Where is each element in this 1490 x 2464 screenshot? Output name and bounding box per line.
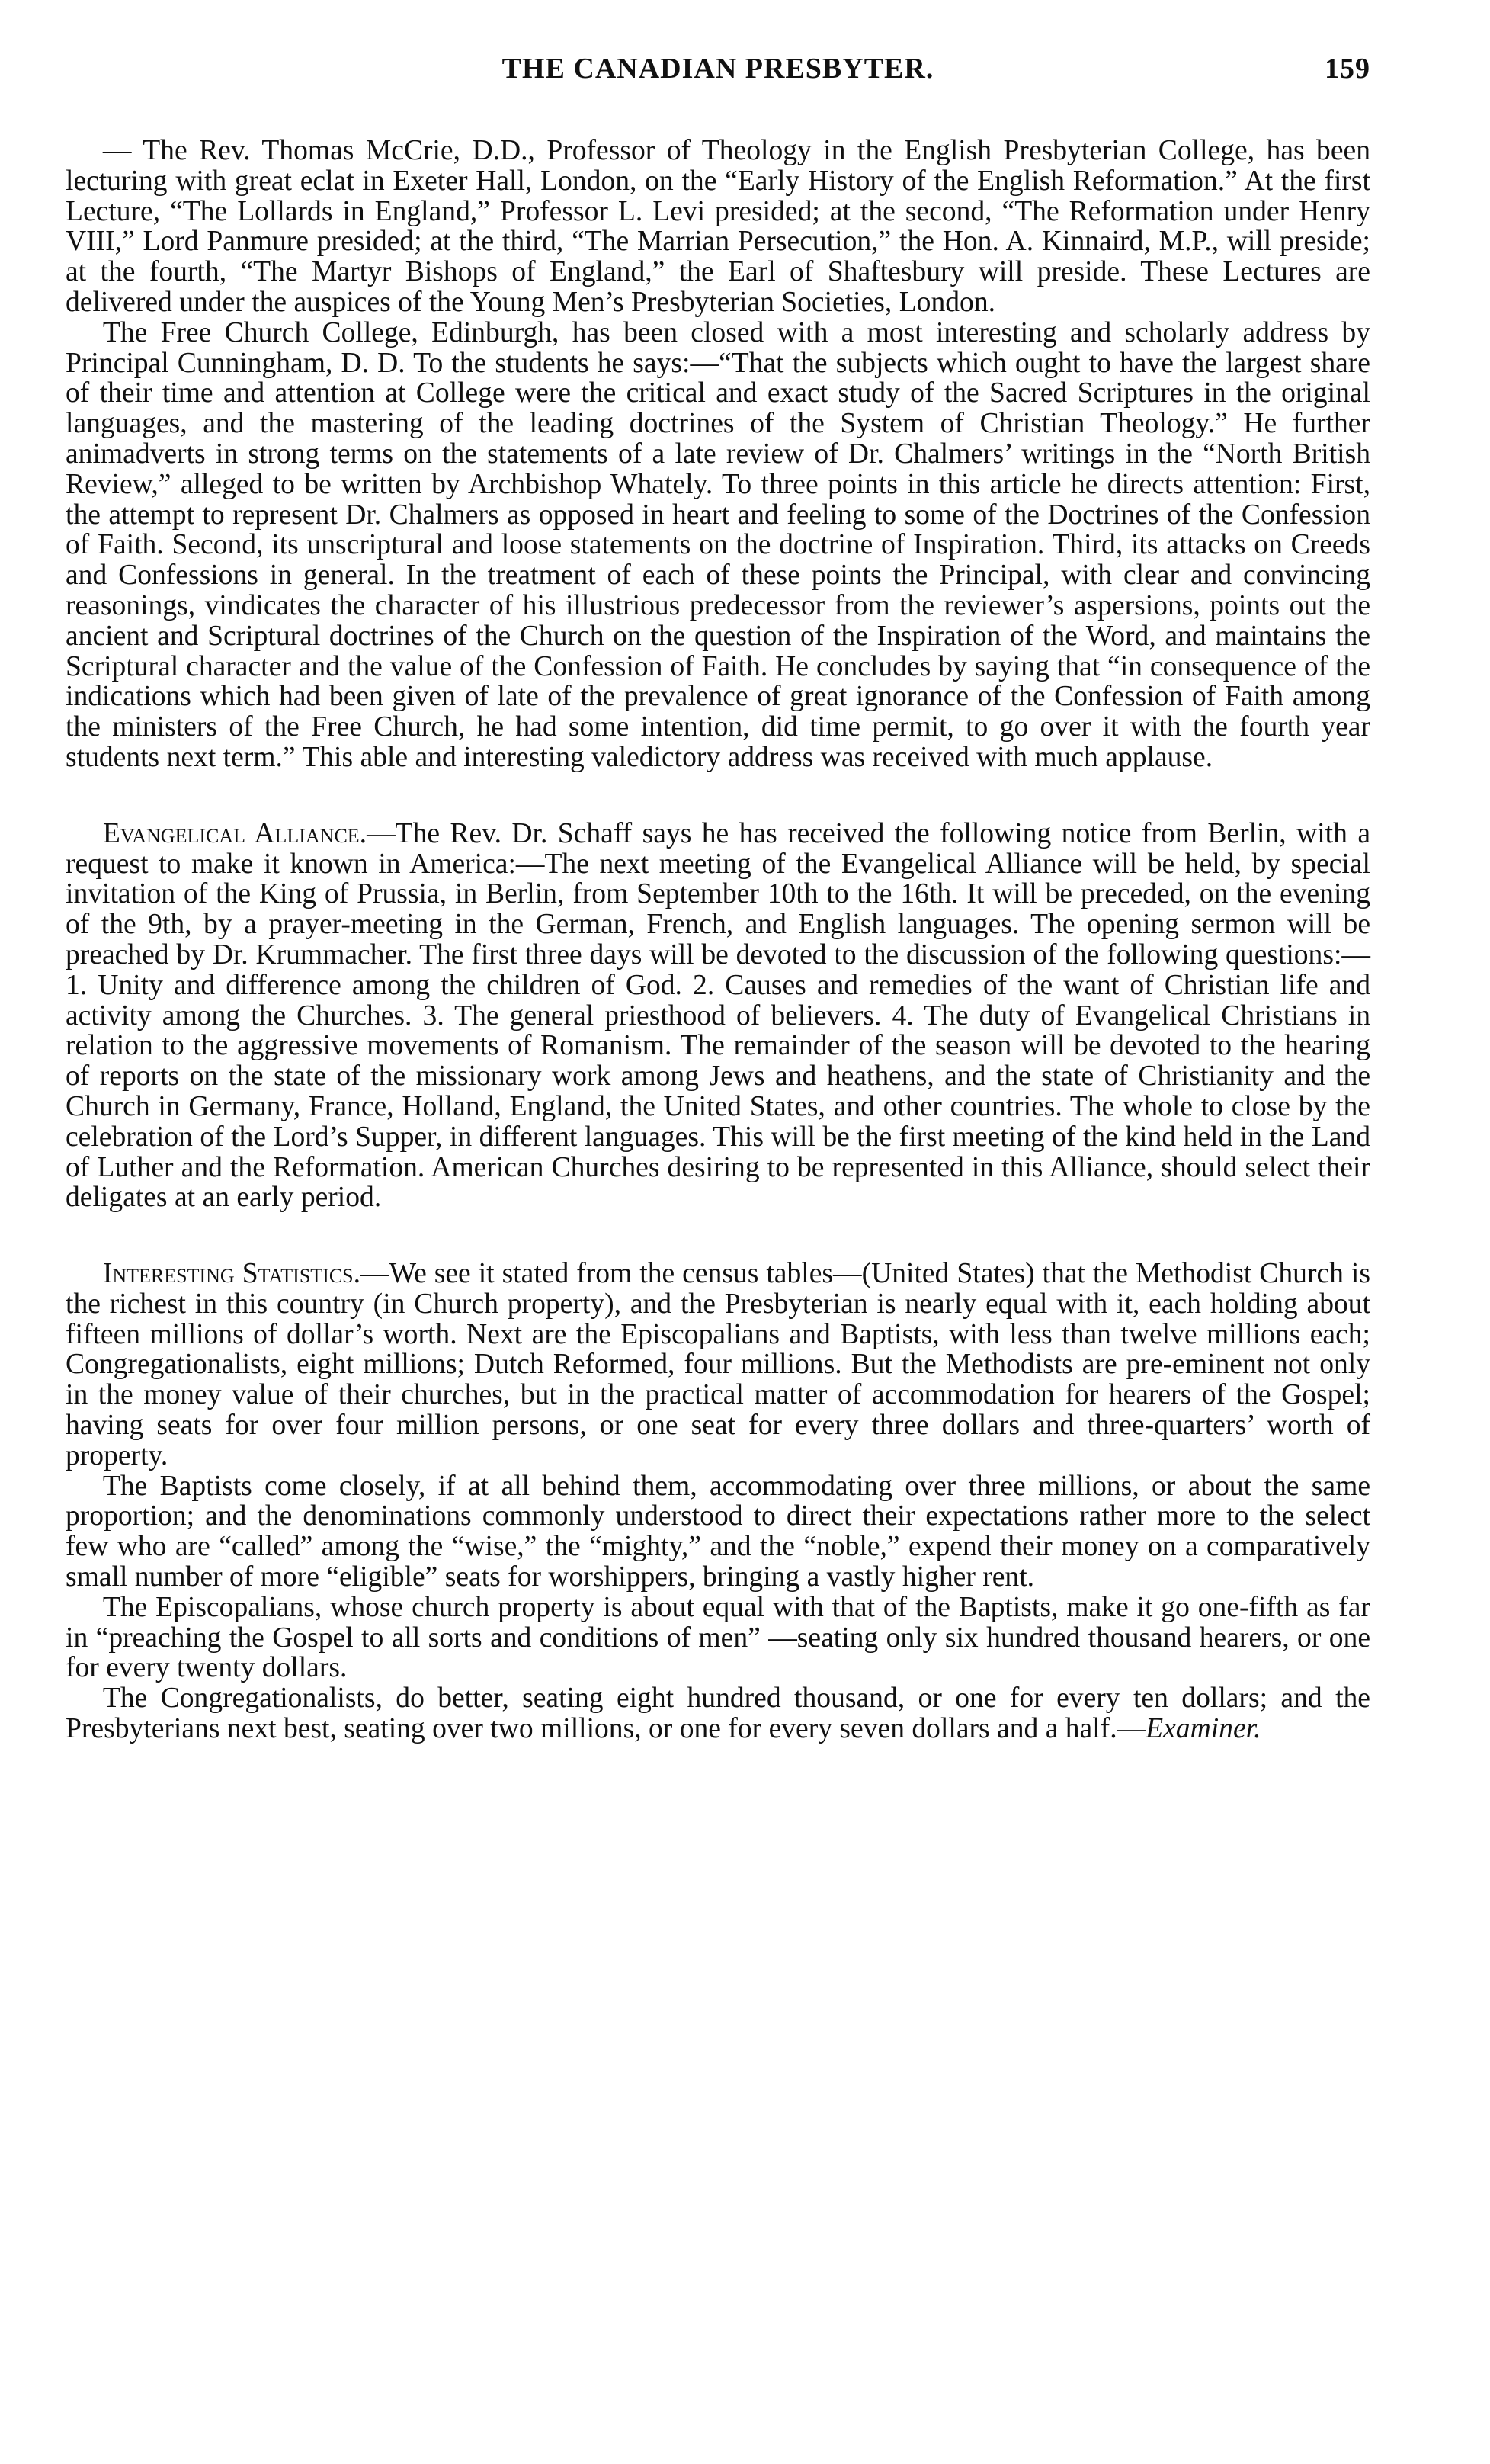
paragraph: The Episcopalians, whose church property is about equal with that of the Baptists, make it go one-fifth as far in “preaching the Gospel to all sorts and conditions of men” —seating only six hundred thousand hearers, or one for every twenty dollars. — [66, 1591, 1370, 1684]
article-mccrie-and-free-church — [66, 136, 1370, 773]
section-heading: Interesting Statistics. — [102, 1258, 361, 1290]
paragraph: The Free Church College, Edinburgh, has been closed with a most interesting and scholarly address by Principal Cunningham, D. D. To the students he says:—“That the subjects which ought to have the largest share of their time and attention at College were the critical and exact study of the Sacred Scriptures in the original languages, and the mastering of the leading doctrines of the System of Christian Theology.” He further animadverts in strong terms on the statements of a late review of Dr. Chalmers’ writings in the “North British Review,” alleged to be written by Archbishop Whately. To three points in this article he directs attention: First, the attempt to represent Dr. Chalmers as opposed in heart and feeling to some of the Doctrines of the Confession of Faith. Second, its unscriptural and loose statements on the doctrine of Inspiration. Third, its attacks on Creeds and Confessions in general. In the treatment of each of these points the Principal, with clear and convincing reasonings, vindicates the character of his illustrious predecessor from the reviewer’s aspersions, points out the ancient and Scriptural doctrines of the Church on the question of the Inspiration of the Word, and maintains the Scriptural character and the value of the Confession of Faith. He concludes by saying that “in consequence of the indications which had been given of late of the prevalence of great ignorance of the Confession of Faith among the ministers of the Free Church, he had some intention, did time permit, to go over it with the fourth year students next term.” This able and interesting valedictory address was received with much applause. — [66, 316, 1370, 773]
paragraph: — The Rev. Thomas McCrie, D.D., Professor of Theology in the English Presbyterian College, has been lecturing with great eclat in Exeter Hall, London, on the “Early History of the English Reformation.” At the first Lecture, “The Lollards in England,” Professor L. Levi presided; at the second, “The Reformation under Henry VIII,” Lord Panmure presided; at the third, “The Marrian Persecution,” the Hon. A. Kinnaird, M.P., will preside; at the fourth, “The Martyr Bishops of England,” the Earl of Shaftesbury will preside. These Lectures are delivered under the auspices of the Young Men’s Presbyterian Societies, London. — [66, 135, 1370, 318]
page — [66, 52, 1370, 1744]
paragraph — [66, 1683, 1370, 1744]
article-interesting-statistics — [66, 1259, 1370, 1744]
running-title: THE CANADIAN PRESBYTER. — [501, 53, 934, 85]
paragraph-text: The Congregationalists, do better, seating eight hundred thousand, or one for every ten dollars; and the Presbyterians next best, seating over two millions, or one for every seven dollars and a half.— — [66, 1683, 1370, 1745]
paragraph: The Baptists come closely, if at all behind them, accommodating over three millions, or about the same proportion; and the denominations commonly understood to direct their expectations rather more to the select few who are “called” among the “wise,” the “mighty,” and the “noble,” expend their money on a comparatively small number of more “eligible” seats for worshippers, bringing a vastly higher rent. — [66, 1470, 1370, 1593]
running-head — [66, 52, 1370, 105]
paragraph-text: —The Rev. Dr. Schaff says he has received the following notice from Berlin, with a request to make it known in America:—The next meeting of the Evangelical Alliance will be held, by special invitation of the King of Prussia, in Berlin, from September 10th to the 16th. It will be preceded, on the evening of the 9th, by a prayer-meeting in the German, French, and English languages. The opening sermon will be preached by Dr. Krummacher. The first three days will be devoted to the discussion of the following questions:—1. Unity and difference among the children of God. 2. Causes and remedies of the want of Christian life and activity among the Churches. 3. The general priesthood of believers. 4. The duty of Evangelical Christians in relation to the aggressive movements of Romanism. The remainder of the season will be devoted to the hearing of reports on the state of the missionary work among Jews and heathens, and the state of Christianity and the Church in Germany, France, Holland, England, the United States, and other countries. The whole to close by the celebration of the Lord’s Supper, in different languages. This will be the first meeting of the kind held in the Land of Luther and the Reformation. American Churches desiring to be represented in this Alliance, should select their deligates at an early period. — [66, 817, 1370, 1214]
paragraph — [66, 819, 1370, 1213]
article-evangelical-alliance — [66, 819, 1370, 1213]
source-signature: Examiner. — [1146, 1713, 1261, 1745]
paragraph — [66, 1259, 1370, 1471]
section-heading: Evangelical Alliance. — [102, 817, 367, 849]
paragraph-text: —We see it stated from the census tables—(United States) that the Methodist Church is the richest in this country (in Church property), and the Presbyterian is nearly equal with it, each holding about fifteen millions of dollar’s worth. Next are the Episcopalians and Baptists, with less than twelve millions each; Congregationalists, eight millions; Dutch Reformed, four millions. But the Methodists are pre-eminent not only in the money value of their churches, but in the practical matter of accommodation for hearers of the Gospel; having seats for over four million persons, or one seat for every three dollars and three-quarters’ worth of property. — [66, 1258, 1370, 1471]
page-number: 159 — [1325, 53, 1370, 85]
